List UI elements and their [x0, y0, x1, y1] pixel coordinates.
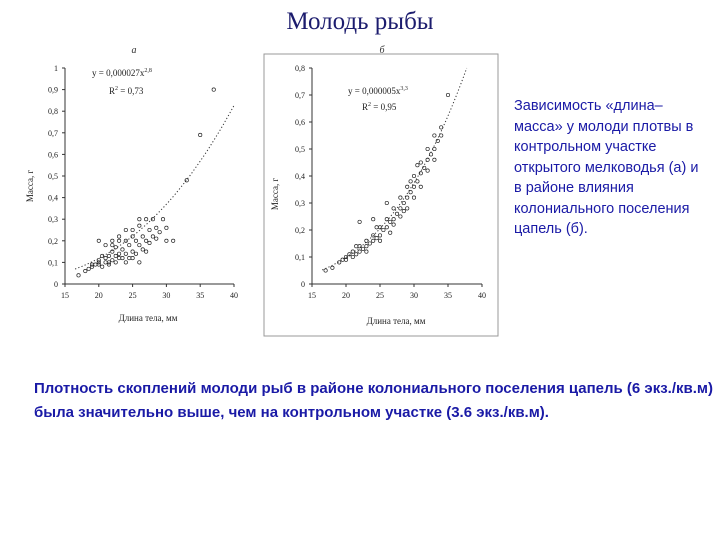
scatter-chart-b	[262, 44, 502, 340]
chart-b-data-point	[406, 207, 409, 210]
chart-b-data-point	[358, 245, 361, 248]
chart-a-x-tick-label: 40	[230, 291, 238, 300]
chart-a-data-point	[111, 239, 114, 242]
chart-a-data-point	[128, 243, 131, 246]
chart-a-data-point	[124, 252, 127, 255]
chart-a-data-point	[158, 230, 161, 233]
chart-a-data-point	[100, 265, 103, 268]
chart-a-axes	[48, 64, 238, 300]
chart-a-data-point	[131, 250, 134, 253]
chart-a-data-point	[121, 248, 124, 251]
chart-a-x-tick-label: 30	[162, 291, 171, 300]
chart-b-data-point	[399, 196, 402, 199]
chart-a-data-point	[144, 239, 147, 242]
chart-b-data-point	[368, 242, 371, 245]
chart-b-data-point	[412, 174, 415, 177]
chart-a-x-tick-label: 15	[61, 291, 69, 300]
chart-b-y-tick-label: 0,1	[295, 253, 305, 262]
chart-a-data-point	[155, 226, 158, 229]
chart-b-data-point	[358, 220, 361, 223]
svg-text:R2 = 0,73: $R^2 = 0,73$	[109, 86, 144, 96]
chart-b-data-point	[409, 180, 412, 183]
chart-b-data-point	[389, 231, 392, 234]
chart-b-data-point	[392, 223, 395, 226]
chart-b-trendline	[322, 68, 467, 270]
chart-b-data-point	[419, 161, 422, 164]
chart-a-data-point	[104, 243, 107, 246]
chart-a-xlabel: Длина тела, мм	[118, 313, 178, 323]
chart-b-data-point	[446, 93, 449, 96]
chart-b-data-point	[395, 212, 398, 215]
chart-b-data-point	[378, 239, 381, 242]
chart-b-equation	[348, 86, 408, 112]
chart-b-data-point	[440, 134, 443, 137]
density-note: Плотность скоплений молоди рыб в районе колониального поселения цапель (6 экз./кв.м) была значительно выше, чем на контрольном участке (3.6 экз./кв.м).	[34, 380, 714, 421]
chart-b-data-point	[331, 266, 334, 269]
chart-b-data-point	[351, 255, 354, 258]
chart-a-data-point	[151, 235, 154, 238]
svg-text:y = 0,000027x2,8: $y = 0,000027x^{2,8}$	[92, 68, 152, 78]
chart-a-x-tick-label: 35	[196, 291, 205, 300]
chart-a-data-point	[104, 261, 107, 264]
chart-b-data-point	[355, 245, 358, 248]
chart-b-x-tick-label: 20	[342, 291, 350, 300]
chart-b-data-point	[416, 180, 419, 183]
chart-b-data-point	[358, 250, 361, 253]
chart-b-data-point	[429, 153, 432, 156]
chart-b-data-point	[423, 166, 426, 169]
chart-a-x-tick-label: 25	[128, 291, 137, 300]
chart-a-data-point	[138, 218, 141, 221]
chart-a-data-point	[97, 239, 100, 242]
chart-a-data-point	[107, 254, 110, 257]
chart-a-data-point	[117, 252, 120, 255]
chart-b-data-point	[375, 226, 378, 229]
chart-a-points	[77, 88, 216, 277]
chart-b-x-tick-label: 35	[444, 291, 452, 300]
chart-a-y-tick-label: 0,2	[48, 236, 58, 246]
chart-a-data-point	[77, 274, 80, 277]
chart-b-x-tick-label: 30	[410, 291, 418, 300]
chart-a-data-point	[138, 224, 141, 227]
chart-b-y-tick-label: 0,4	[295, 172, 305, 181]
chart-b-xlabel: Длина тела, мм	[366, 316, 426, 326]
chart-a-data-point	[107, 261, 110, 264]
chart-a-data-point	[141, 248, 144, 251]
chart-a-data-point	[94, 263, 97, 266]
chart-a-data-point	[111, 259, 114, 262]
chart-a-data-point	[212, 88, 215, 91]
chart-b-data-point	[365, 245, 368, 248]
description-text: Зависимость «длина–масса» у молоди плотвы в контрольном участке открытого мелководья (а) и в районе влияния колониального поселения цапель (б).	[514, 98, 699, 237]
chart-a-data-point	[104, 256, 107, 259]
chart-b-y-tick-label: 0,3	[295, 199, 305, 208]
chart-a-data-point	[97, 259, 100, 262]
chart-a-y-tick-label: 0,8	[48, 107, 58, 117]
chart-b-data-point	[392, 218, 395, 221]
chart-a-y-tick-label: 0,9	[48, 85, 58, 95]
chart-b-y-tick-label: 0	[301, 280, 305, 289]
svg-text:R2 = 0,95: $R^2 = 0,95$	[362, 102, 397, 112]
chart-a-data-point	[124, 228, 127, 231]
chart-b-data-point	[402, 201, 405, 204]
chart-b-data-point	[378, 234, 381, 237]
chart-b-data-point	[385, 201, 388, 204]
chart-a-data-point	[117, 239, 120, 242]
chart-b-data-point	[402, 209, 405, 212]
chart-b-x-tick-label: 15	[308, 291, 316, 300]
chart-a-y-tick-label: 0,1	[48, 258, 58, 268]
chart-b-data-point	[324, 269, 327, 272]
chart-b-data-point	[433, 134, 436, 137]
chart-b-data-point	[399, 207, 402, 210]
chart-a-data-point	[87, 267, 90, 270]
chart-a-ylabel: Масса, г	[25, 169, 35, 203]
chart-a-data-point	[155, 237, 158, 240]
chart-b-data-point	[392, 207, 395, 210]
chart-b-y-tick-label: 0,5	[295, 145, 305, 154]
slide-title: Молодь рыбы	[286, 8, 434, 35]
chart-a-data-point	[161, 218, 164, 221]
chart-b-data-point	[372, 218, 375, 221]
chart-a-y-tick-label: 0,6	[48, 150, 58, 160]
chart-b-data-point	[399, 215, 402, 218]
scatter-chart-a	[22, 44, 254, 332]
chart-a-data-point	[171, 239, 174, 242]
chart-b-y-tick-label: 0,6	[295, 118, 305, 127]
chart-b-y-tick-label: 0,7	[295, 91, 305, 100]
chart-b-data-point	[389, 220, 392, 223]
chart-a-data-point	[114, 261, 117, 264]
chart-a-data-point	[144, 218, 147, 221]
chart-b-data-point	[433, 158, 436, 161]
chart-a-equation	[92, 68, 152, 96]
chart-a-data-point	[114, 254, 117, 257]
chart-a-data-point	[111, 243, 114, 246]
chart-a-title: а	[131, 45, 137, 56]
chart-b-data-point	[419, 185, 422, 188]
chart-a-data-point	[121, 256, 124, 259]
chart-b-data-point	[385, 226, 388, 229]
chart-b-data-point	[436, 139, 439, 142]
chart-a-data-point	[117, 235, 120, 238]
chart-a-data-point	[148, 228, 151, 231]
chart-a-trendline	[75, 106, 234, 270]
chart-b-points	[324, 93, 450, 272]
chart-a-data-point	[185, 179, 188, 182]
chart-b-data-point	[426, 169, 429, 172]
chart-a-data-point	[117, 256, 120, 259]
chart-a-y-tick-label: 0,5	[48, 172, 58, 181]
chart-b-data-point	[355, 253, 358, 256]
chart-b-data-point	[433, 147, 436, 150]
chart-b-data-point	[409, 191, 412, 194]
chart-a-data-point	[138, 261, 141, 264]
chart-b-data-point	[341, 258, 344, 261]
chart-b-x-tick-label: 25	[376, 291, 384, 300]
chart-b-data-point	[406, 196, 409, 199]
chart-b-data-point	[372, 239, 375, 242]
chart-b-data-point	[365, 239, 368, 242]
chart-a-data-point	[148, 241, 151, 244]
chart-b-ylabel: Масса, г	[270, 177, 280, 211]
chart-b-data-point	[406, 185, 409, 188]
chart-b-title: б	[379, 45, 385, 56]
chart-b-x-tick-label: 40	[478, 291, 486, 300]
chart-b-data-point	[412, 185, 415, 188]
chart-a-data-point	[84, 269, 87, 272]
chart-a-data-point	[199, 133, 202, 136]
chart-b-data-point	[361, 247, 364, 250]
chart-b-data-point	[426, 147, 429, 150]
chart-a-data-point	[134, 239, 137, 242]
chart-a-data-point	[144, 250, 147, 253]
chart-a-data-point	[114, 246, 117, 249]
chart-a-data-point	[165, 239, 168, 242]
chart-a-data-point	[134, 252, 137, 255]
chart-a-data-point	[131, 228, 134, 231]
chart-a-data-point	[131, 256, 134, 259]
chart-a-data-point	[128, 256, 131, 259]
chart-a-data-point	[90, 263, 93, 266]
chart-b-axes	[295, 64, 486, 300]
chart-b-data-point	[375, 236, 378, 239]
svg-text:y = 0,000005x3,3: $y = 0,000005x^{3,3}$	[348, 86, 408, 96]
chart-b-y-tick-label: 0,2	[295, 226, 305, 235]
chart-a-y-tick-label: 0,3	[48, 215, 58, 225]
chart-a-data-point	[165, 226, 168, 229]
chart-b-data-point	[416, 164, 419, 167]
chart-a-data-point	[141, 235, 144, 238]
chart-a-y-tick-label: 0,4	[48, 193, 58, 203]
chart-b-data-point	[382, 228, 385, 231]
chart-a-data-point	[138, 243, 141, 246]
chart-a-y-tick-label: 0,7	[48, 128, 58, 138]
chart-b-data-point	[365, 250, 368, 253]
chart-a-y-tick-label: 0	[54, 280, 58, 289]
chart-b-y-tick-label: 0,8	[295, 64, 305, 73]
chart-b-data-point	[412, 196, 415, 199]
chart-a-data-point	[124, 261, 127, 264]
chart-a-y-tick-label: 1	[54, 64, 58, 73]
chart-a-x-tick-label: 20	[94, 291, 103, 300]
